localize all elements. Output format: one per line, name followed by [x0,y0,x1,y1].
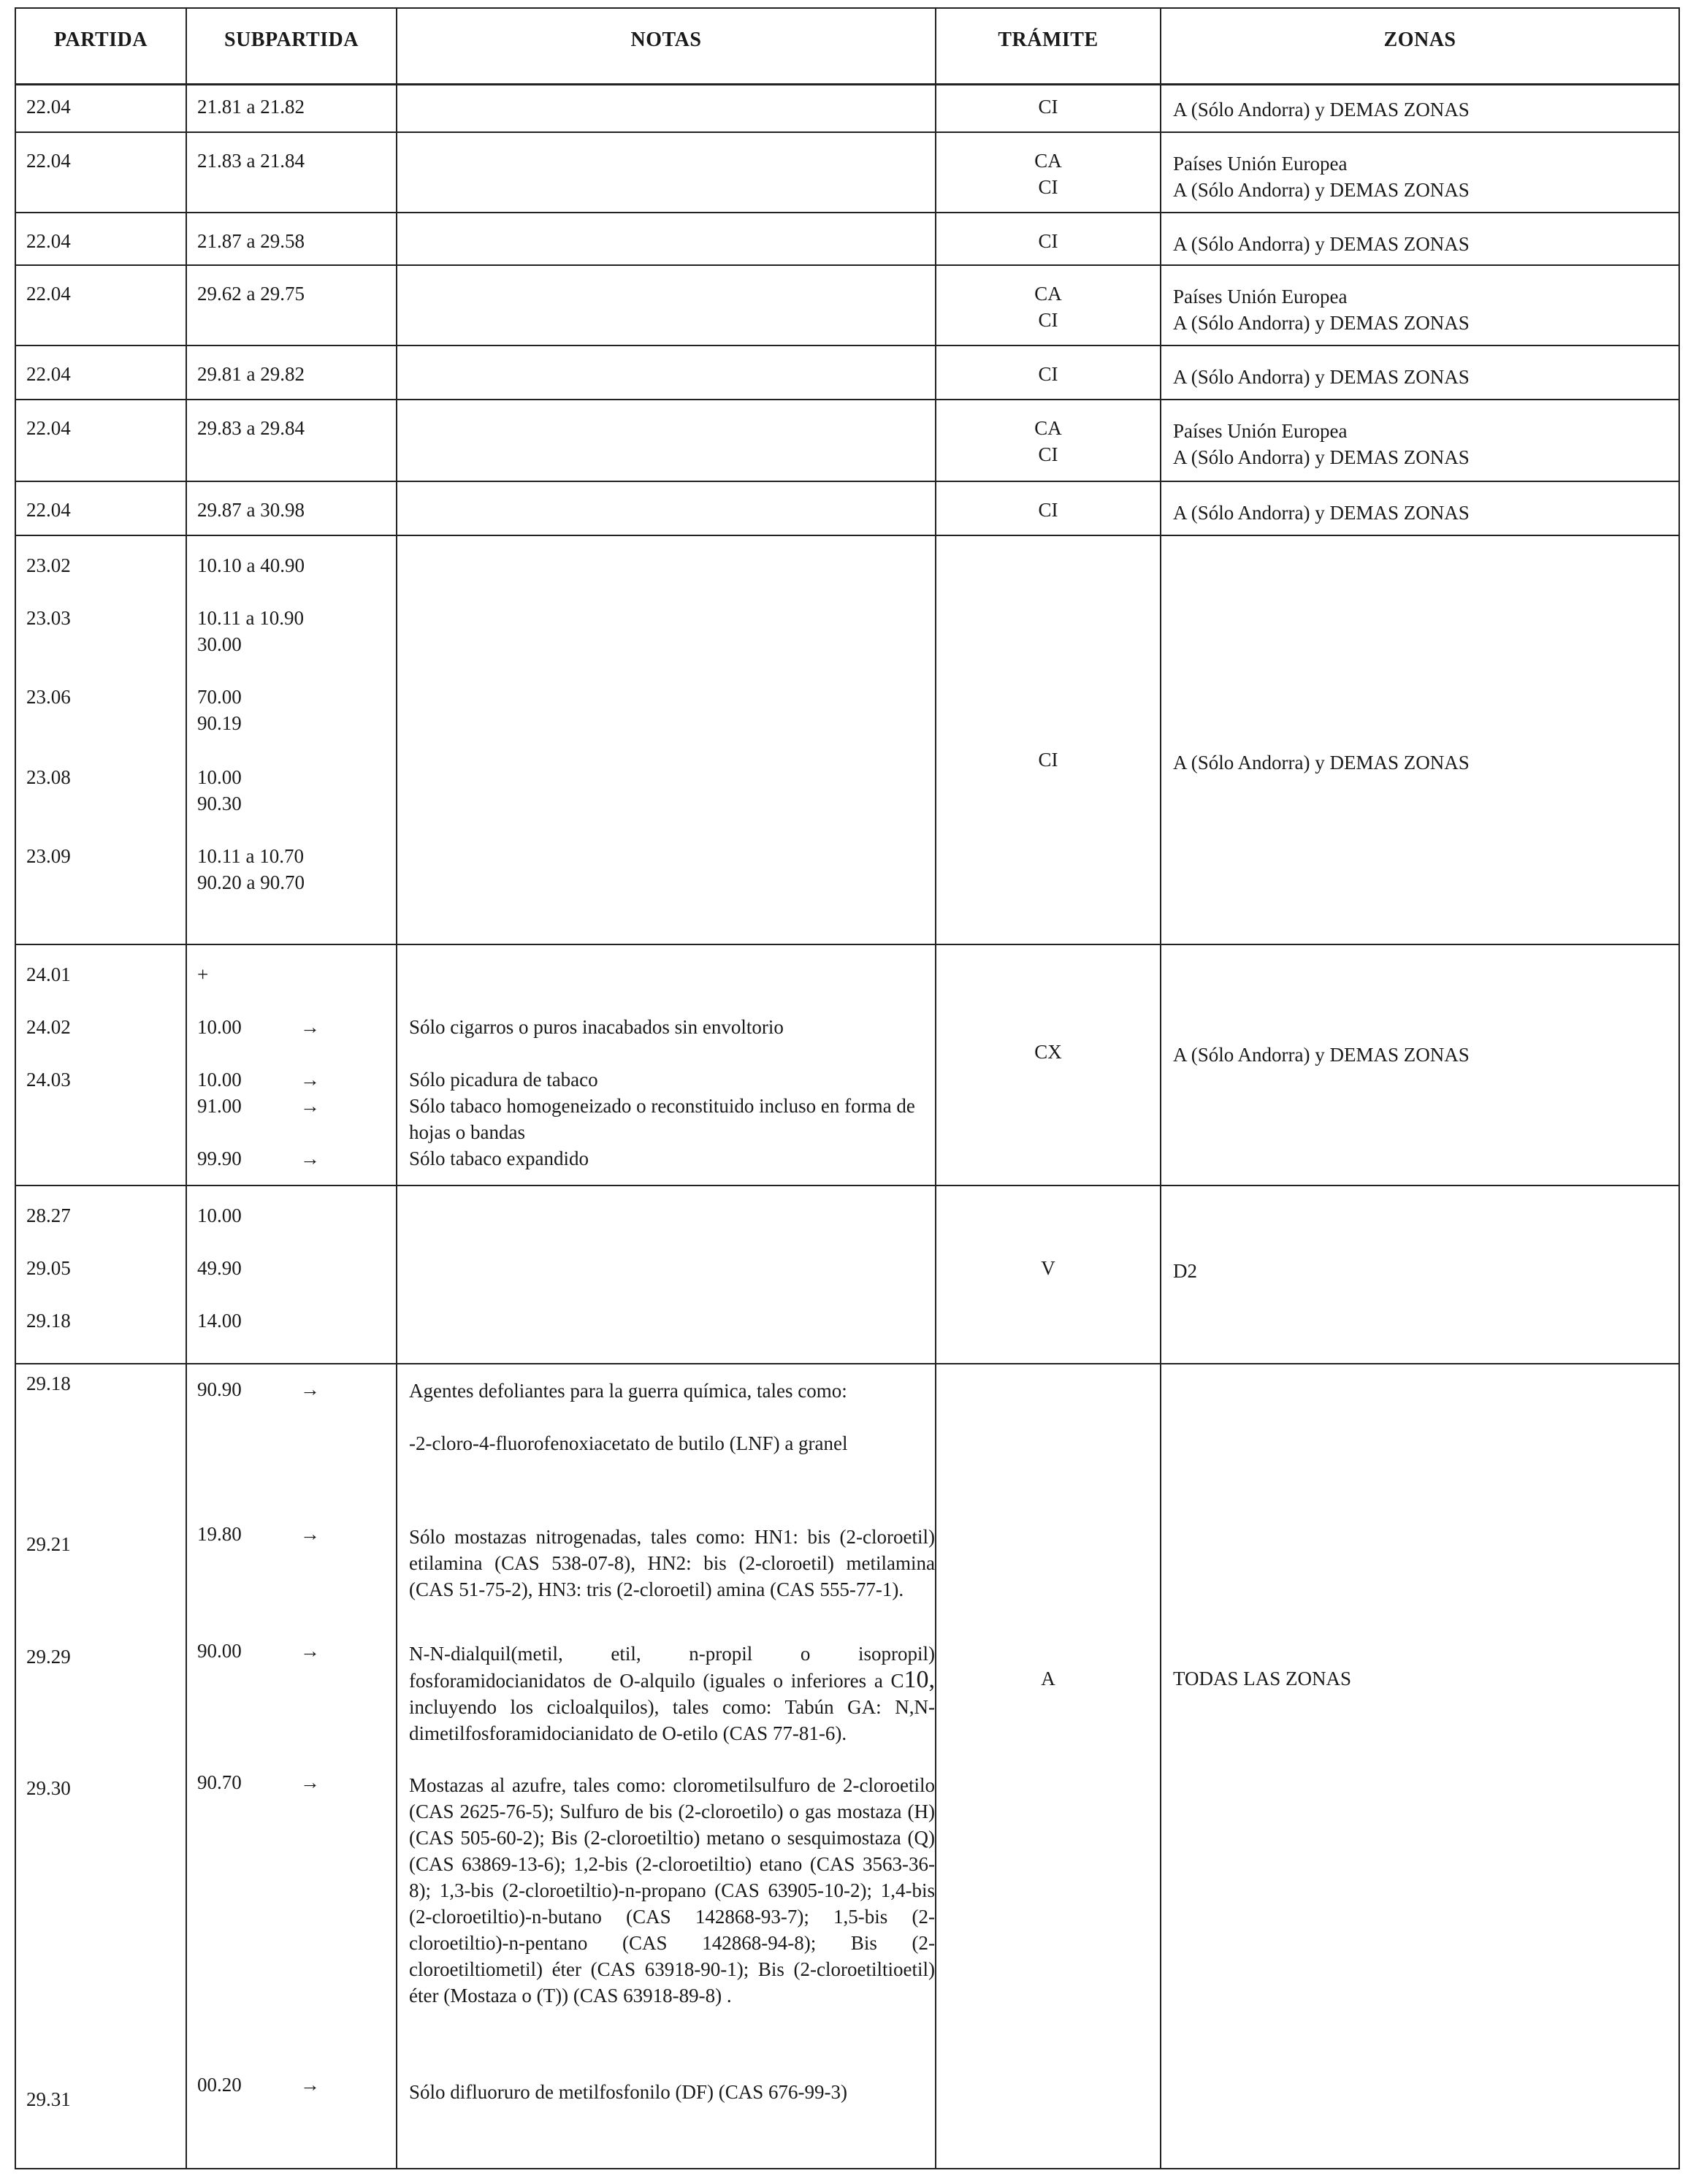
grid-line [1678,7,1680,2169]
grid-line [15,481,1680,482]
partida-cell: 24.01 [26,963,71,985]
arrow-icon: → [300,1378,320,1400]
grid-line [15,535,1680,536]
tramite-cell: A [1041,1668,1055,1689]
grid-line [15,944,1680,945]
partida-cell: 22.04 [26,150,71,172]
subpartida-cell: 10.00 → [187,1014,406,1043]
arrow-icon: → [300,1069,320,1091]
zonas-cell: Países Unión Europea A (Sólo Andorra) y DEMAS ZONAS [1173,286,1470,334]
subpartida-cell: 90.00 → [187,1638,406,1667]
partida-cell: 22.04 [26,499,71,521]
partida-cell: 24.03 [26,1069,71,1091]
subpartida-cell: + [197,963,209,985]
subpartida-cell: 90.70 → [187,1769,406,1798]
grid-line [396,7,397,2169]
tramite-cell: CI [1038,230,1058,252]
subpartida-cell: 29.62 a 29.75 [197,283,305,305]
header-zonas: ZONAS [1383,28,1456,51]
subpartida-cell: 10.11 a 10.70 90.20 a 90.70 [197,845,305,893]
tramite-cell: CX [1034,1041,1062,1063]
subpartida-cell: 21.87 a 29.58 [197,230,305,252]
nota-cell: Sólo difluoruro de metilfosfonilo (DF) (CAS 676-99-3) [409,2081,847,2103]
grid-line [15,1185,1680,1186]
subpartida-cell: 14.00 [197,1310,242,1332]
arrow-icon: → [300,1016,320,1038]
zonas-cell: D2 [1173,1260,1197,1282]
partida-cell: 29.29 [26,1646,71,1668]
nota-cell: Agentes defoliantes para la guerra química, tales como: -2-cloro-4-fluorofenoxiacetato de butilo (LNF) a granel [409,1380,848,1454]
nota-cell: Sólo tabaco homogeneizado o reconstituido incluso en forma de hojas o bandas [409,1095,915,1143]
grid-line [186,7,187,2169]
zonas-cell: A (Sólo Andorra) y DEMAS ZONAS [1173,233,1470,255]
zonas-cell: A (Sólo Andorra) y DEMAS ZONAS [1173,752,1470,774]
grid-line [15,212,1680,213]
zonas-cell: Países Unión Europea A (Sólo Andorra) y DEMAS ZONAS [1173,420,1470,468]
partida-cell: 29.21 [26,1533,71,1555]
arrow-icon: → [300,1640,320,1662]
partida-cell: 23.03 [26,607,71,629]
customs-table [15,7,1680,2169]
zonas-cell: A (Sólo Andorra) y DEMAS ZONAS [1173,366,1470,388]
header-partida: PARTIDA [54,28,148,51]
grid-line [15,2168,1680,2169]
grid-line [15,83,1680,85]
subpartida-cell: 21.81 a 21.82 [197,96,305,118]
arrow-icon: → [300,2074,320,2096]
arrow-icon: → [300,1095,320,1117]
partida-cell: 29.18 [26,1372,71,1394]
partida-cell: 22.04 [26,96,71,118]
subpartida-cell: 19.80 → [187,1521,406,1550]
subpartida-cell: 70.00 90.19 [197,686,242,734]
arrow-icon: → [300,1771,320,1793]
subpartida-cell: 10.00 [197,1204,242,1226]
subpartida-cell: 00.20 → [187,2072,406,2101]
subpartida-cell: 10.10 a 40.90 [197,554,305,576]
grid-line [15,1363,1680,1364]
grid-line [15,7,16,2169]
zonas-cell: TODAS LAS ZONAS [1173,1668,1352,1689]
tramite-cell: CA CI [1034,150,1062,198]
subpartida-cell: 29.83 a 29.84 [197,417,305,439]
zonas-cell: A (Sólo Andorra) y DEMAS ZONAS [1173,99,1470,121]
subpartida-cell: 10.00 90.30 [197,766,242,814]
partida-cell: 24.02 [26,1016,71,1038]
grid-line [15,131,1680,133]
nota-cell: Sólo cigarros o puros inacabados sin envoltorio [409,1016,784,1038]
grid-line [15,7,1680,9]
partida-cell: 23.06 [26,686,71,708]
tramite-cell: CI [1038,363,1058,385]
partida-cell: 22.04 [26,230,71,252]
header-tramite: TRÁMITE [998,28,1099,51]
subpartida-cell: 10.00 → [187,1066,406,1096]
nota-cell: Mostazas al azufre, tales como: clorometilsulfuro de 2-cloroetilo (CAS 2625-76-5); Sulfuro de bis (2-cloroetilo) o gas mostaza (H) (CAS 505-60-2); Bis (2-cloroetiltio) metano o sesquimostaza (Q) (CAS 63869-13-6); 1,2-bis (2-cloroetiltio) etano (CAS 3563-36-8); 1,3-bis (2-cloroetiltio)-n-propano (CAS 63905-10-2); 1,4-bis (2-cloroetiltio)-n-butano (CAS 142868-93-7); 1,5-bis (2-cloroetiltio)-n-pentano (CAS 142868-94-8); Bis (2-cloroetiltiometil) éter (CAS 63918-90-1); Bis (2-cloroetiltioetil) éter (Mostaza o (T)) (CAS 63918-89-8) . [409,1774,935,2007]
partida-cell: 28.27 [26,1204,71,1226]
header-notas: NOTAS [630,28,702,51]
partida-cell: 29.31 [26,2088,71,2110]
grid-line [935,7,936,2169]
partida-cell: 23.02 [26,554,71,576]
subpartida-cell: 99.90 → [187,1145,406,1175]
grid-line [15,345,1680,346]
arrow-icon: → [300,1148,320,1169]
partida-cell: 23.08 [26,766,71,788]
tramite-cell: CA CI [1034,283,1062,331]
subpartida-cell: 49.90 [197,1257,242,1279]
grid-line [15,264,1680,266]
subpartida-cell: 21.83 a 21.84 [197,150,305,172]
subpartida-cell: 10.11 a 10.90 30.00 [197,607,304,655]
partida-cell: 22.04 [26,417,71,439]
grid-line [15,399,1680,400]
subpartida-cell: 90.90 → [187,1376,406,1405]
zonas-cell: Países Unión Europea A (Sólo Andorra) y DEMAS ZONAS [1173,153,1470,201]
tramite-cell: CA CI [1034,417,1062,465]
grid-line [1160,7,1161,2169]
nota-cell: Sólo tabaco expandido [409,1148,589,1169]
subpartida-cell: 29.81 a 29.82 [197,363,305,385]
nota-cell: Sólo picadura de tabaco [409,1069,598,1091]
partida-cell: 22.04 [26,363,71,385]
subpartida-cell: 91.00 → [187,1093,406,1122]
tramite-cell: V [1041,1257,1055,1279]
header-subpartida: SUBPARTIDA [224,28,359,51]
arrow-icon: → [300,1523,320,1545]
partida-cell: 29.18 [26,1310,71,1332]
zonas-cell: A (Sólo Andorra) y DEMAS ZONAS [1173,1044,1470,1066]
partida-cell: 22.04 [26,283,71,305]
tramite-cell: CI [1038,499,1058,521]
partida-cell: 29.05 [26,1257,71,1279]
partida-cell: 23.09 [26,845,71,867]
tramite-cell: CI [1038,96,1058,118]
nota-cell: Sólo mostazas nitrogenadas, tales como: HN1: bis (2-cloroetil) etilamina (CAS 538-07-8), HN2: bis (2-cloroetil) metilamina (CAS 51-75-2), HN3: tris (2-cloroetil) amina (CAS 555-77-1). [409,1526,935,1600]
zonas-cell: A (Sólo Andorra) y DEMAS ZONAS [1173,502,1470,524]
partida-cell: 29.30 [26,1777,71,1799]
tramite-cell: CI [1038,749,1058,771]
nota-cell: N-N-dialquil(metil, etil, n-propil o isopropil) fosforamidocianidatos de O-alquilo (iguales o inferiores a C10, incluyendo los cicloalquilos), tales como: Tabún GA: N,N-dimetilfosforamidocianidato de O-etilo (CAS 77-81-6). [409,1643,935,1744]
subpartida-cell: 29.87 a 30.98 [197,499,305,521]
